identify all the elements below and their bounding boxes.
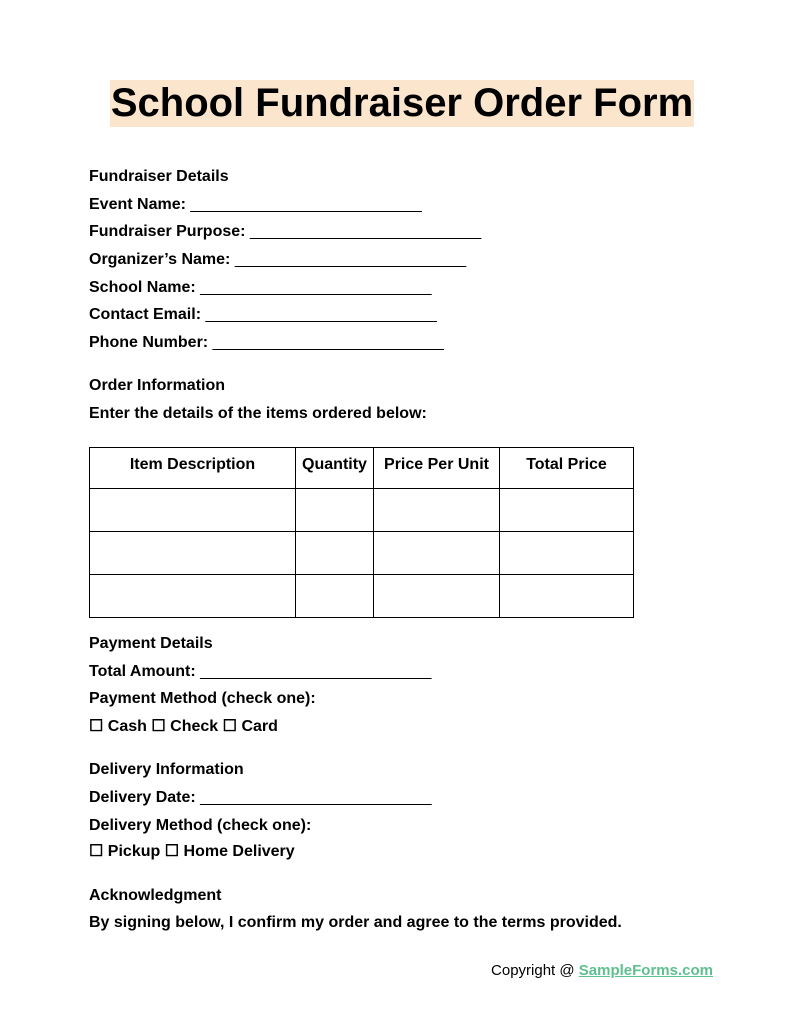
total-amount-field[interactable] xyxy=(89,662,431,682)
school-name-label: School Name: xyxy=(89,279,196,296)
contact-email-field[interactable] xyxy=(89,305,437,325)
school-name-blank[interactable]: __________________________ xyxy=(200,279,432,296)
delivery-method-options xyxy=(89,842,295,862)
event-name-field[interactable] xyxy=(89,195,422,215)
payment-method-options xyxy=(89,717,278,737)
total-amount-label: Total Amount: xyxy=(89,663,196,680)
payment-method-label: Payment Method (check one): xyxy=(89,690,316,707)
table-row xyxy=(90,532,634,575)
phone-number-blank[interactable]: __________________________ xyxy=(212,334,444,351)
total-price-cell[interactable] xyxy=(500,575,634,618)
checkbox-cash[interactable]: ☐ xyxy=(89,718,104,735)
fundraiser-purpose-field[interactable] xyxy=(89,222,481,242)
price-per-unit-cell[interactable] xyxy=(374,489,500,532)
option-home-delivery-label: Home Delivery xyxy=(183,843,295,860)
organizer-name-field[interactable] xyxy=(89,250,466,270)
item-description-cell[interactable] xyxy=(90,575,296,618)
table-row xyxy=(90,575,634,618)
fundraiser-purpose-label: Fundraiser Purpose: xyxy=(89,223,246,240)
order-instructions: Enter the details of the items ordered below: xyxy=(89,405,427,422)
fundraiser-details-heading: Fundraiser Details xyxy=(89,168,229,185)
option-check-label: Check xyxy=(170,718,219,735)
copyright-footer xyxy=(491,961,713,981)
school-name-field[interactable] xyxy=(89,278,432,298)
total-price-cell[interactable] xyxy=(500,532,634,575)
phone-number-field[interactable] xyxy=(89,333,444,353)
quantity-cell[interactable] xyxy=(296,575,374,618)
quantity-cell[interactable] xyxy=(296,532,374,575)
acknowledgment-heading: Acknowledgment xyxy=(89,887,222,904)
organizer-name-blank[interactable]: __________________________ xyxy=(234,251,467,268)
delivery-date-label: Delivery Date: xyxy=(89,789,196,806)
delivery-date-field[interactable] xyxy=(89,788,432,808)
contact-email-label: Contact Email: xyxy=(89,306,202,323)
delivery-method-label: Delivery Method (check one): xyxy=(89,817,312,834)
total-price-cell[interactable] xyxy=(500,489,634,532)
quantity-cell[interactable] xyxy=(296,489,374,532)
fundraiser-purpose-blank[interactable]: __________________________ xyxy=(249,223,482,240)
acknowledgment-text: By signing below, I confirm my order and agree to the terms provided. xyxy=(89,914,622,931)
column-header-item-description: Item Description xyxy=(90,448,296,489)
option-card-label: Card xyxy=(241,718,278,735)
title-wrapper xyxy=(0,80,804,127)
table-row xyxy=(90,489,634,532)
contact-email-blank[interactable]: __________________________ xyxy=(205,306,437,323)
total-amount-blank[interactable]: __________________________ xyxy=(200,663,432,680)
organizer-name-label: Organizer’s Name: xyxy=(89,251,231,268)
delivery-information-heading: Delivery Information xyxy=(89,761,244,778)
item-description-cell[interactable] xyxy=(90,532,296,575)
event-name-label: Event Name: xyxy=(89,196,186,213)
item-description-cell[interactable] xyxy=(90,489,296,532)
checkbox-card[interactable]: ☐ xyxy=(222,718,237,735)
checkbox-home-delivery[interactable]: ☐ xyxy=(164,843,180,860)
option-pickup-label: Pickup xyxy=(107,843,161,860)
column-header-total-price: Total Price xyxy=(500,448,634,489)
checkbox-pickup[interactable]: ☐ xyxy=(89,843,104,860)
order-information-heading: Order Information xyxy=(89,377,226,394)
event-name-blank[interactable]: __________________________ xyxy=(190,196,422,213)
brand-link[interactable]: SampleForms.com xyxy=(578,962,713,979)
table-header-row xyxy=(90,448,634,489)
column-header-quantity: Quantity xyxy=(296,448,374,489)
payment-details-heading: Payment Details xyxy=(89,635,213,652)
option-cash-label: Cash xyxy=(107,718,147,735)
delivery-date-blank[interactable]: __________________________ xyxy=(200,789,432,806)
copyright-prefix: Copyright @ xyxy=(491,962,579,979)
column-header-price-per-unit: Price Per Unit xyxy=(374,448,500,489)
price-per-unit-cell[interactable] xyxy=(374,575,500,618)
price-per-unit-cell[interactable] xyxy=(374,532,500,575)
checkbox-check[interactable]: ☐ xyxy=(151,718,166,735)
phone-number-label: Phone Number: xyxy=(89,334,209,351)
page-title: School Fundraiser Order Form xyxy=(110,81,694,125)
order-items-table xyxy=(89,447,634,618)
